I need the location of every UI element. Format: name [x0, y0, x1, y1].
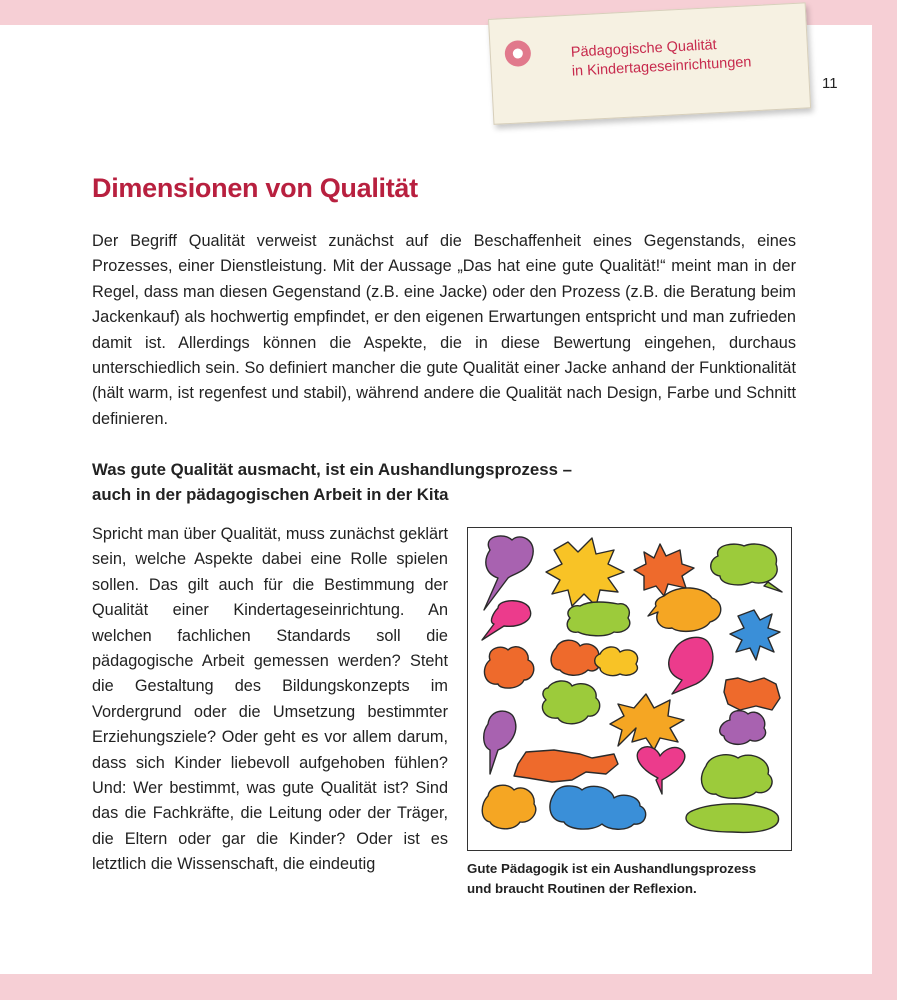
page-number: 11: [822, 75, 838, 92]
cloud-bubble-icon: [711, 544, 782, 592]
speech-bubbles-svg: [468, 528, 791, 850]
speech-bubble-icon: [484, 711, 516, 774]
speech-bubble-icon: [648, 588, 721, 631]
speech-bubbles-illustration: [467, 527, 792, 851]
cloud-bubble-icon: [595, 647, 638, 676]
cloud-bubble-icon: [482, 785, 536, 829]
cloud-bubble-icon: [701, 755, 772, 799]
figure-caption: [467, 859, 807, 899]
burst-bubble-icon: [567, 602, 630, 636]
cloud-bubble-icon: [550, 786, 646, 829]
caption-line1: Gute Pädagogik ist ein Aushandlungsprozess: [467, 861, 757, 876]
article-title: Dimensionen von Qualität: [92, 173, 418, 203]
chapter-tag-text: [570, 34, 752, 81]
chapter-tag-line1: Pädagogische Qualität: [570, 37, 718, 61]
cloud-bubble-icon: [542, 681, 599, 724]
subheading: [92, 457, 612, 507]
cloud-bubble-icon: [720, 711, 766, 745]
burst-bubble-icon: [546, 538, 624, 606]
oval-bubble-icon: [686, 804, 779, 833]
subheading-line1: Was gute Qualität ausmacht, ist ein Aushandlungsprozess –: [92, 460, 572, 479]
speech-bubble-icon: [669, 637, 713, 694]
cloud-bubble-icon: [551, 640, 600, 675]
caption-line2: und braucht Routinen der Reflexion.: [467, 881, 697, 896]
burst-bubble-icon: [610, 694, 684, 750]
chapter-tag: [488, 2, 811, 124]
speech-bubble-icon: [482, 601, 531, 640]
heart-bubble-icon: [637, 747, 685, 794]
burst-bubble-icon: [730, 610, 780, 660]
cloud-bubble-icon: [484, 647, 533, 688]
subheading-line2: auch in der pädagogischen Arbeit in der Kita: [92, 485, 449, 504]
paragraph-1: Der Begriff Qualität verweist zunächst auf die Beschaffenheit eines Gegenstands, eines Prozesses, einer Dienstleistung. Mit der Aussage „Das hat eine gute Qualität!“ meint man in der Regel, dass man diesen Gegenstand (z.B. eine Jacke) oder den Prozess (z.B. die Beratung beim Jackenkauf) als hochwertig empfindet, er den eigenen Erwartungen entspricht und man zufrieden damit ist. Allerdings können die Aspekte, die in diese Bewertung eingehen, durchaus unterschiedlich sein. So definiert mancher die gute Qualität einer Jacke anhand der Funktionalität (hält warm, ist regenfest und stabil), während andere die Qualität nach Design, Farbe und Schnitt definieren.: [92, 232, 796, 428]
speech-bubble-icon: [484, 536, 533, 610]
burst-bubble-icon: [724, 678, 780, 710]
chapter-tag-line2: in Kindertageseinrichtungen: [571, 54, 752, 80]
paragraph-2: Spricht man über Qualität, muss zunächst geklärt sein, welche Aspekte dabei eine Rolle spielen sollen. Das gilt auch für die Bestimmung der Qualität einer Kindertageseinrichtung. An welchen fachlichen Standards soll die pädagogische Arbeit gemessen werden? Steht die Gestaltung des Bildungskonzepts im Vordergrund oder die Umsetzung bestimmter Erziehungsziele? Oder geht es vor allem darum, dass sich Kinder liebevoll aufgehoben fühlen? Und: Wer bestimmt, was gute Qualität ist? Sind das die Fachkräfte, die Leitung oder der Träger, die Eltern oder gar die Kinder? Oder ist es letztlich die Wissenschaft, die eindeutig: [92, 525, 448, 874]
burst-bubble-icon: [514, 750, 618, 782]
tag-hole-icon: [504, 40, 531, 67]
page: [0, 25, 872, 974]
